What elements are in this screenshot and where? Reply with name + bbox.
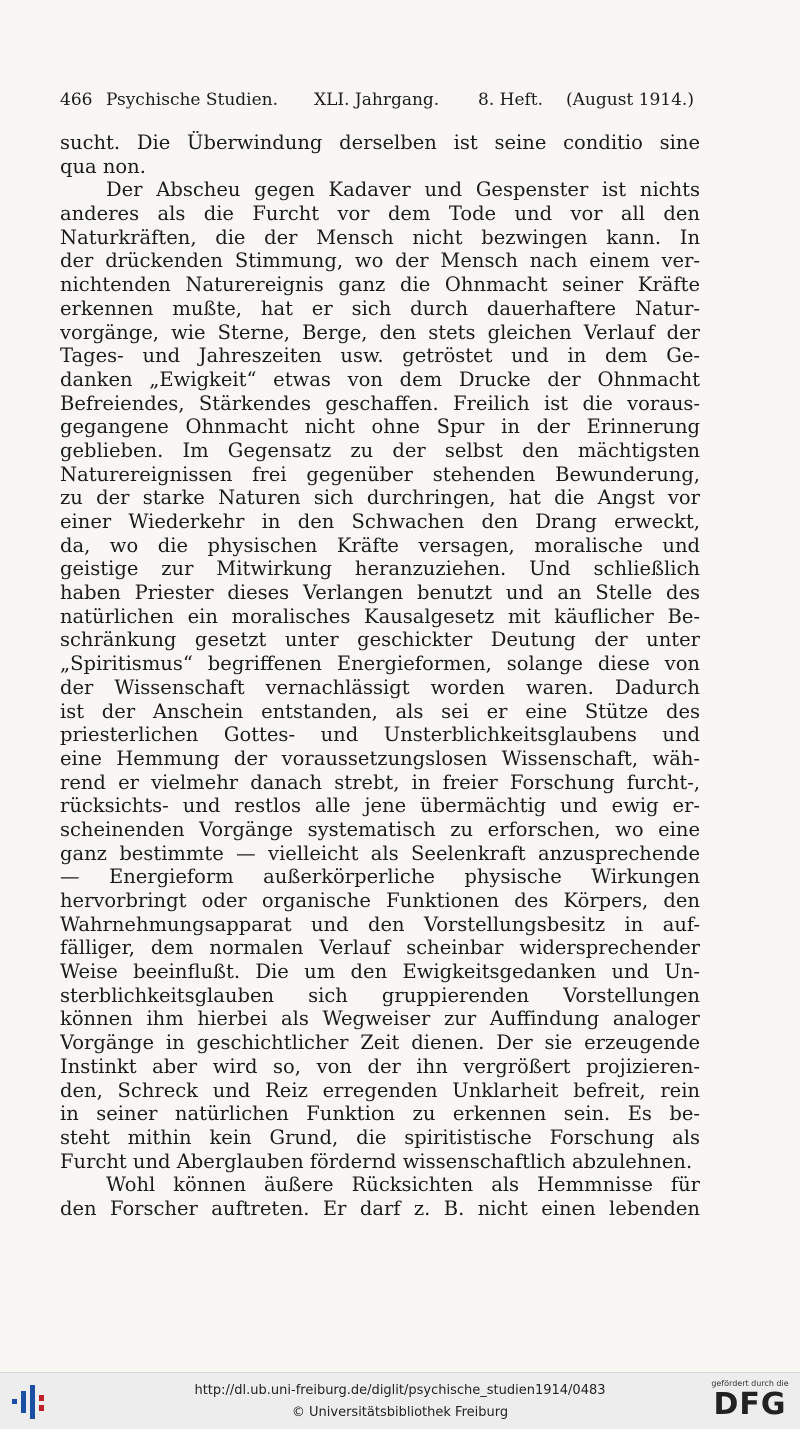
text-line: zu der starke Naturen sich durchringen, hat die Angst vor	[60, 486, 700, 510]
text-line: fälliger, dem normalen Verlauf scheinbar widersprechender	[60, 936, 700, 960]
page-number: 466	[60, 90, 93, 110]
text-line: Instinkt aber wird so, von der ihn vergrößert projizieren-	[60, 1054, 700, 1078]
text-line: einer Wiederkehr in den Schwachen den Drang erweckt,	[60, 510, 700, 533]
journal-title: Psychische Studien.	[106, 90, 279, 110]
text-line: — Energieform außerkörperliche physische Wirkungen	[60, 865, 700, 889]
text-line: der Wissenschaft vernachlässigt worden waren. Dadurch	[60, 675, 700, 699]
text-line: vorgänge, wie Sterne, Berge, den stets gleichen Verlauf der	[60, 320, 700, 344]
text-line: können ihm hierbei als Wegweiser zur Auffindung analoger	[60, 1007, 700, 1031]
text-line: Wahrnehmungsapparat und den Vorstellungsbesitz in auf-	[60, 912, 700, 936]
text-line: sterblichkeitsglauben sich gruppierenden Vorstellungen	[60, 983, 700, 1007]
text-line: eine Hemmung der voraussetzungslosen Wissenschaft, wäh-	[60, 746, 700, 770]
copyright-notice: © Universitätsbibliothek Freiburg	[291, 1405, 509, 1420]
text-line: geblieben. Im Gegensatz zu der selbst den mächtigsten	[60, 438, 700, 462]
text-line: sucht. Die Überwindung derselben ist seine conditio sine	[60, 131, 700, 154]
viewer-footer	[0, 1372, 800, 1429]
dfg-funding-note: gefördert durch die	[711, 1379, 789, 1388]
running-header	[60, 90, 700, 114]
text-line: in seiner natürlichen Funktion zu erkennen sein. Es be-	[60, 1102, 700, 1126]
text-line: anderes als die Furcht vor dem Tode und vor all den	[60, 202, 700, 226]
text-line: Naturkräften, die der Mensch nicht bezwingen kann. In	[60, 225, 700, 249]
text-line: nichtenden Naturereignis ganz die Ohnmacht seiner Kräfte	[60, 273, 700, 297]
text-line: Weise beeinflußt. Die um den Ewigkeitsgedanken und Un-	[60, 960, 700, 984]
issue: 8. Heft.	[478, 90, 544, 110]
text-line: „Spiritismus“ begriffenen Energieformen, solange diese von	[60, 652, 700, 676]
text-line: den Forscher auftreten. Er darf z. B. nicht einen lebenden	[60, 1196, 700, 1220]
volume: XLI. Jahrgang.	[314, 90, 440, 110]
text-line: der drückenden Stimmung, wo der Mensch nach einem ver-	[60, 249, 700, 273]
text-line: qua non.	[60, 154, 146, 178]
body-text	[60, 131, 700, 1221]
text-line: da, wo die physischen Kräfte versagen, moralische und	[60, 533, 700, 557]
text-line: natürlichen ein moralisches Kausalgesetz mit käuflicher Be-	[60, 604, 700, 628]
text-line: Vorgänge in geschichtlicher Zeit dienen. Der sie erzeugende	[60, 1031, 700, 1055]
text-line: rend er vielmehr danach strebt, in freier Forschung furcht-,	[60, 770, 700, 794]
text-line: schränkung gesetzt unter geschickter Deutung der unter	[60, 628, 700, 652]
text-line: gegangene Ohnmacht nicht ohne Spur in der Erinnerung	[60, 415, 700, 439]
issue-date: (August 1914.)	[566, 90, 694, 110]
text-line: Der Abscheu gegen Kadaver und Gespenster ist nichts	[106, 178, 700, 202]
text-line: Naturereignissen frei gegenüber stehenden Bewunderung,	[60, 462, 700, 486]
permalink-url[interactable]: http://dl.ub.uni-freiburg.de/diglit/psychische_studien1914/0483	[194, 1383, 606, 1398]
text-line: priesterlichen Gottes- und Unsterblichkeitsglaubens und	[60, 723, 700, 747]
text-line: steht mithin kein Grund, die spiritistische Forschung als	[60, 1125, 700, 1149]
text-line: den, Schreck und Reiz erregenden Unklarheit befreit, rein	[60, 1078, 700, 1102]
text-line: erkennen mußte, hat er sich durch dauerhaftere Natur-	[60, 296, 700, 320]
text-line: geistige zur Mitwirkung heranzuziehen. Und schließlich	[60, 557, 700, 581]
text-line: rücksichts- und restlos alle jene übermächtig und ewig er-	[60, 794, 700, 818]
dfg-logo: DFG	[713, 1387, 787, 1422]
text-line: Tages- und Jahreszeiten usw. getröstet und in dem Ge-	[60, 344, 700, 368]
text-line: haben Priester dieses Verlangen benutzt und an Stelle des	[60, 581, 700, 605]
text-line: ist der Anschein entstanden, als sei er eine Stütze des	[60, 699, 700, 723]
text-line: ganz bestimmte — vielleicht als Seelenkraft anzusprechende	[60, 841, 700, 865]
text-line: scheinenden Vorgänge systematisch zu erforschen, wo eine	[60, 817, 700, 841]
text-line: Befreiendes, Stärkendes geschaffen. Freilich ist die voraus-	[60, 391, 700, 415]
text-line: danken „Ewigkeit“ etwas von dem Drucke der Ohnmacht	[60, 367, 700, 391]
text-line: Furcht und Aberglauben fördernd wissenschaftlich abzulehnen.	[60, 1149, 693, 1173]
library-logo-icon	[10, 1381, 52, 1423]
text-line: hervorbringt oder organische Funktionen des Körpers, den	[60, 889, 700, 912]
text-line: Wohl können äußere Rücksichten als Hemmnisse für	[106, 1173, 700, 1197]
